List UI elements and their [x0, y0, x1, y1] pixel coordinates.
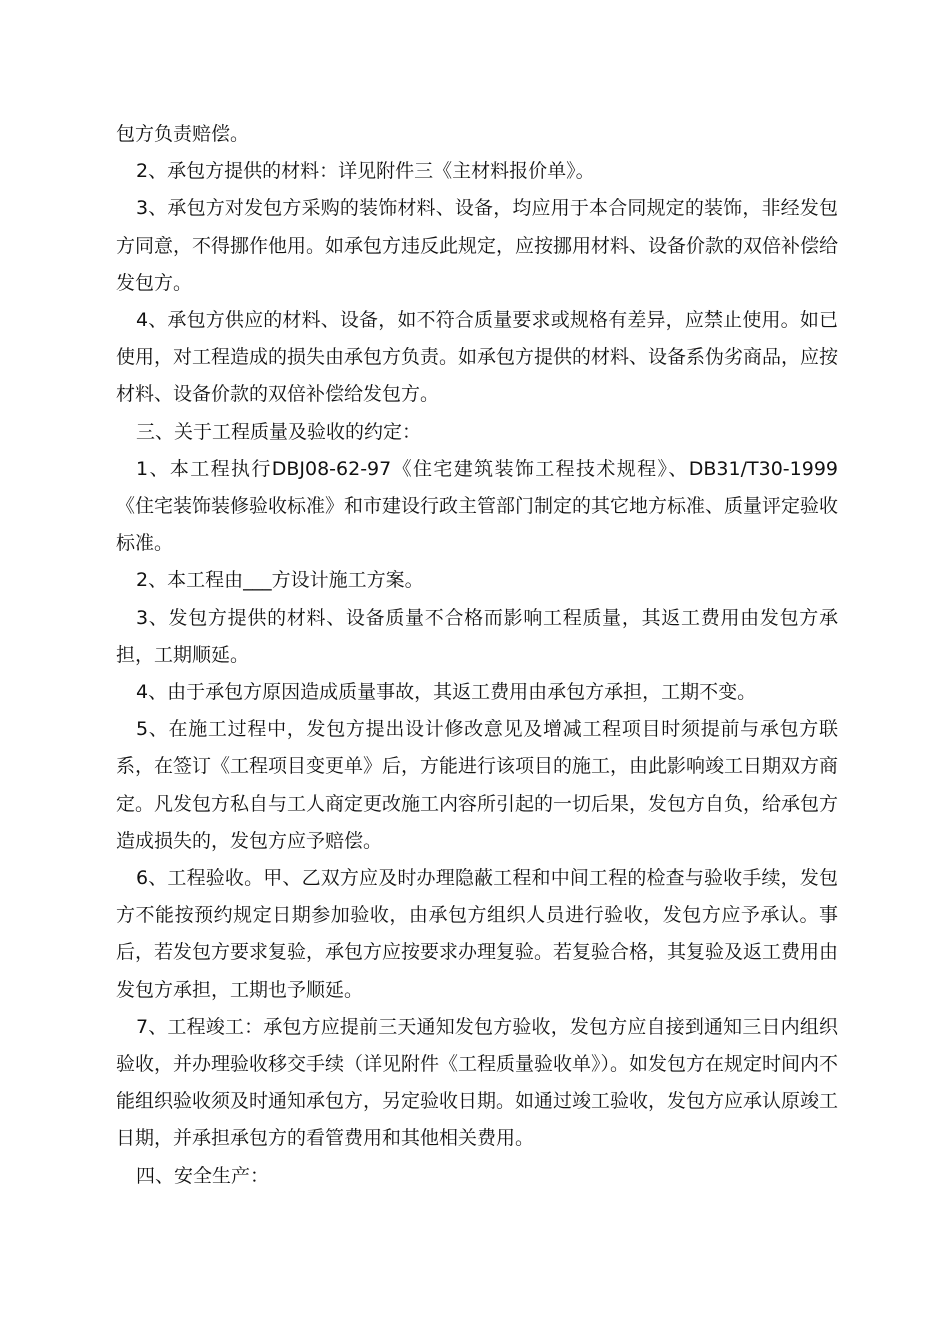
- document-page: [116, 116, 838, 1195]
- paragraph-materials-quality: 4、承包方供应的材料、设备，如不符合质量要求或规格有差异，应禁止使用。如已使用，对工程造成的损失由承包方负责。如承包方提供的材料、设备系伪劣商品，应按材料、设备价款的双倍补偿给发包方。: [116, 309, 839, 406]
- section-heading-quality-acceptance: 三、关于工程质量及验收的约定：: [136, 420, 422, 443]
- paragraph-materials-by-contractor: 2、承包方提供的材料：详见附件三《主材料报价单》。: [136, 160, 595, 183]
- paragraph-contractor-quality-accident: 4、由于承包方原因造成质量事故，其返工费用由承包方承担，工期不变。: [136, 681, 757, 704]
- paragraph-acceptance: 6、工程验收。甲、乙双方应及时办理隐蔽工程和中间工程的检查与验收手续，发包方不能按预约规定日期参加验收，由承包方组织人员进行验收，发包方应予承认。事后，若发包方要求复验，承包方应按要求办理复验。若复验合格，其复验及返工费用由发包方承担，工期也予顺延。: [116, 867, 839, 1001]
- paragraph-design-changes: 5、在施工过程中，发包方提出设计修改意见及增减工程项目时须提前与承包方联系，在签订《工程项目变更单》后，方能进行该项目的施工，由此影响竣工日期双方商定。凡发包方私自与工人商定更改施工内容所引起的一切后果，发包方自负，给承包方造成损失的，发包方应予赔偿。: [116, 718, 839, 852]
- section-heading-safety: 四、安全生产：: [136, 1164, 270, 1187]
- paragraph-continuation: 包方负责赔偿。: [116, 123, 250, 145]
- paragraph-standards: 1、本工程执行DBJ08-62-97《住宅建筑装饰工程技术规程》、DB31/T30-1999《住宅装饰装修验收标准》和市建设行政主管部门制定的其它地方标准、质量评定验收标准。: [116, 457, 839, 555]
- paragraph-owner-materials-defect: 3、发包方提供的材料、设备质量不合格而影响工程质量，其返工费用由发包方承担，工期顺延。: [116, 606, 838, 666]
- paragraph-materials-usage: 3、承包方对发包方采购的装饰材料、设备，均应用于本合同规定的装饰，非经发包方同意，不得挪作他用。如承包方违反此规定，应按挪用材料、设备价款的双倍补偿给发包方。: [116, 197, 839, 294]
- paragraph-design-plan: 2、本工程由___方设计施工方案。: [136, 569, 424, 592]
- paragraph-completion: 7、工程竣工：承包方应提前三天通知发包方验收，发包方应自接到通知三日内组织验收，并办理验收移交手续（详见附件《工程质量验收单》）。如发包方在规定时间内不能组织验收须及时通知承包方，另定验收日期。如通过竣工验收，发包方应承认原竣工日期，并承担承包方的看管费用和其他相关费用。: [116, 1015, 839, 1150]
